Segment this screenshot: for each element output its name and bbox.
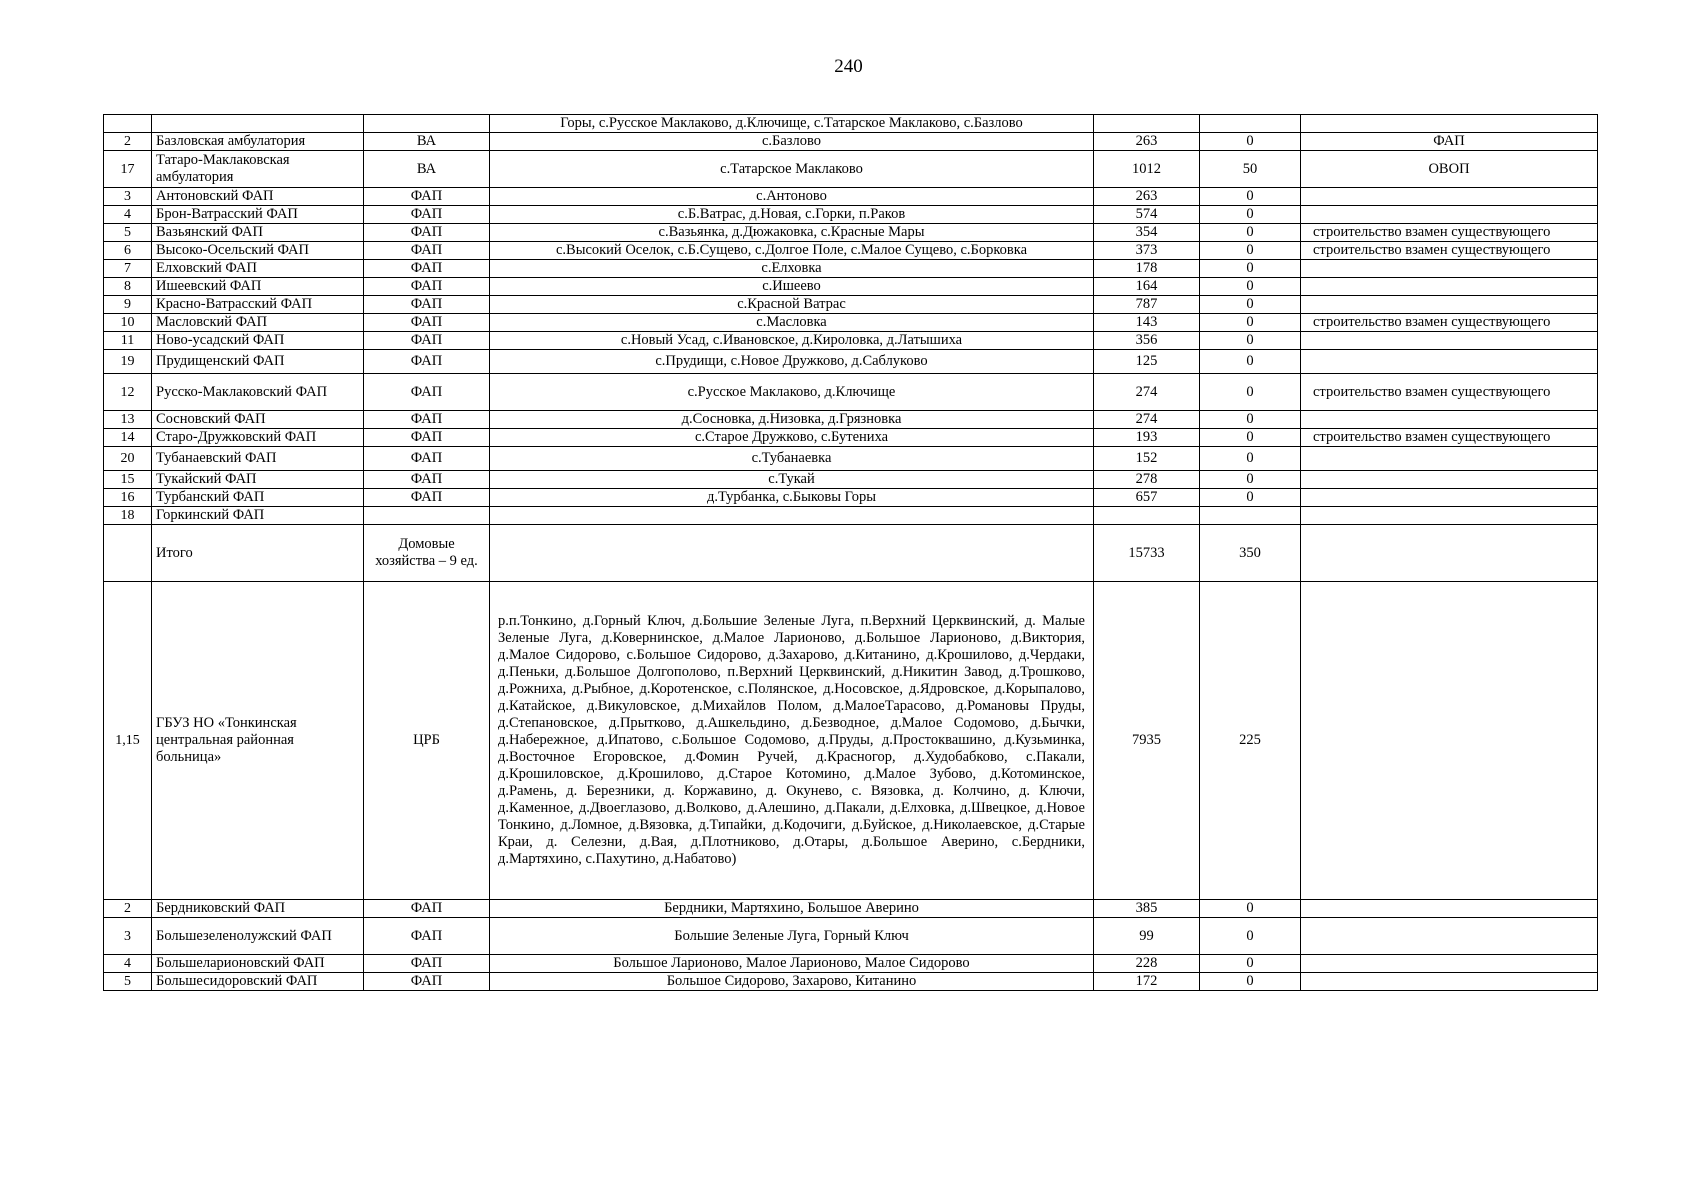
population-cell (1094, 115, 1200, 133)
table-row (104, 151, 1598, 188)
population-cell: 274 (1094, 411, 1200, 429)
facility-name-cell: Вазьянский ФАП (152, 224, 364, 242)
served-localities-cell: с.Базлово (490, 133, 1094, 151)
note-cell (1301, 900, 1598, 918)
facilities-table (103, 114, 1598, 991)
served-localities-cell: Горы, с.Русское Маклаково, д.Ключище, с.Татарское Маклаково, с.Базлово (490, 115, 1094, 133)
facility-name-cell: Большеларионовский ФАП (152, 955, 364, 973)
table-row (104, 115, 1598, 133)
note-cell (1301, 918, 1598, 955)
population-cell: 787 (1094, 296, 1200, 314)
row-number-cell: 3 (104, 188, 152, 206)
population-cell: 99 (1094, 918, 1200, 955)
table-row (104, 429, 1598, 447)
note-cell (1301, 955, 1598, 973)
facility-type-cell: ФАП (364, 918, 490, 955)
facility-name-cell: Татаро-Маклаковская амбулатория (152, 151, 364, 188)
facility-type-cell: ФАП (364, 411, 490, 429)
facility-name-cell: ГБУЗ НО «Тонкинская центральная районная больница» (152, 582, 364, 900)
table-row (104, 296, 1598, 314)
population-cell: 356 (1094, 332, 1200, 350)
served-localities-cell: с.Красной Ватрас (490, 296, 1094, 314)
table-row (104, 411, 1598, 429)
population-cell: 7935 (1094, 582, 1200, 900)
beds-cell: 0 (1200, 900, 1301, 918)
beds-cell: 0 (1200, 133, 1301, 151)
facility-type-cell: ФАП (364, 260, 490, 278)
table-row (104, 471, 1598, 489)
note-cell: ОВОП (1301, 151, 1598, 188)
row-number-cell: 15 (104, 471, 152, 489)
table-row (104, 206, 1598, 224)
beds-cell (1200, 115, 1301, 133)
note-cell (1301, 188, 1598, 206)
population-cell: 385 (1094, 900, 1200, 918)
row-number-cell: 4 (104, 955, 152, 973)
facility-name-cell: Базловская амбулатория (152, 133, 364, 151)
beds-cell: 350 (1200, 525, 1301, 582)
population-cell: 263 (1094, 188, 1200, 206)
row-number-cell (104, 525, 152, 582)
beds-cell: 0 (1200, 224, 1301, 242)
served-localities-cell: р.п.Тонкино, д.Горный Ключ, д.Большие Зеленые Луга, п.Верхний Церквинский, д. Малые Зеленые Луга, д.Ковернинское, д.Малое Ларионово, д.Большое Ларионово, д.Виктория, д.Малое Сидорово, с.Большое Сидорово, д.Захарово, д.Китанино, д.Крошилово, д.Чердаки, д.Пеньки, д.Большое Долгополово, п.Верхний Церквинский, д.Никитин Завод, д.Трошково, д.Рожниха, д.Рыбное, д.Коротенское, с.Полянское, д.Носовское, д.Ядровское, д.Корыпалово, д.Катайское, д.Викуловское, д.Михайлов Полом, д.МалоеТарасово, д.Романовы Пруды, д.Степановское, д.Прытково, д.Ашкельдино, д.Безводное, д.Малое Содомово, д.Бычки, д.Набережное, д.Ипатово, с.Большое Содомово, д.Пруды, д.Простоквашино, д.Кузьминка, д.Восточное Егоровское, д.Фомин Ручей, д.Красногор, д.Худобабково, с.Пакали, д.Крошиловское, д.Крошилово, д.Старое Котомино, д.Малое Зубово, д.Котоминское, д.Рамень, д. Березники, д. Коржавино, д. Окунево, с. Вязовка, д. Колчино, д. Ключи, д.Каменное, д.Двоеглазово, д.Волково, д.Алешино, д.Пакали, д.Елховка, д.Швецкое, д.Новое Тонкино, д.Ломное, д.Вязовка, д.Типайки, д.Кодочиги, д.Буйское, д.Николаевское, д.Старые Краи, д. Селезни, д.Вая, д.Плотниково, д.Отары, д.Большое Аверино, с.Бердники, д.Мартяхино, с.Пахутино, д.Набатово) (490, 582, 1094, 900)
population-cell: 178 (1094, 260, 1200, 278)
table-row (104, 133, 1598, 151)
row-number-cell: 7 (104, 260, 152, 278)
served-localities-cell: с.Тукай (490, 471, 1094, 489)
beds-cell: 0 (1200, 429, 1301, 447)
served-localities-cell: с.Татарское Маклаково (490, 151, 1094, 188)
row-number-cell: 13 (104, 411, 152, 429)
row-number-cell: 5 (104, 224, 152, 242)
facility-name-cell: Бердниковский ФАП (152, 900, 364, 918)
population-cell: 172 (1094, 973, 1200, 991)
served-localities-cell: с.Ишеево (490, 278, 1094, 296)
row-number-cell: 6 (104, 242, 152, 260)
facility-type-cell: ВА (364, 151, 490, 188)
table-row (104, 582, 1598, 900)
facility-name-cell: Прудищенский ФАП (152, 350, 364, 374)
beds-cell (1200, 507, 1301, 525)
table-row (104, 314, 1598, 332)
served-localities-cell: с.Прудищи, с.Новое Дружково, д.Саблуково (490, 350, 1094, 374)
row-number-cell: 12 (104, 374, 152, 411)
table-row (104, 507, 1598, 525)
facility-name-cell: Сосновский ФАП (152, 411, 364, 429)
facility-name-cell: Горкинский ФАП (152, 507, 364, 525)
facility-type-cell: ФАП (364, 973, 490, 991)
facility-name-cell: Ново-усадский ФАП (152, 332, 364, 350)
table-row (104, 374, 1598, 411)
facility-type-cell: ЦРБ (364, 582, 490, 900)
population-cell: 125 (1094, 350, 1200, 374)
note-cell (1301, 332, 1598, 350)
note-cell (1301, 278, 1598, 296)
row-number-cell: 11 (104, 332, 152, 350)
served-localities-cell: с.Высокий Оселок, с.Б.Сущево, с.Долгое Поле, с.Малое Сущево, с.Борковка (490, 242, 1094, 260)
note-cell (1301, 582, 1598, 900)
beds-cell: 0 (1200, 350, 1301, 374)
facility-type-cell: ФАП (364, 350, 490, 374)
facility-name-cell: Тукайский ФАП (152, 471, 364, 489)
served-localities-cell: с.Вазьянка, д.Дюжаковка, с.Красные Мары (490, 224, 1094, 242)
note-cell (1301, 489, 1598, 507)
note-cell (1301, 447, 1598, 471)
note-cell (1301, 973, 1598, 991)
beds-cell: 0 (1200, 242, 1301, 260)
note-cell (1301, 206, 1598, 224)
row-number-cell: 5 (104, 973, 152, 991)
population-cell: 193 (1094, 429, 1200, 447)
page-number: 240 (834, 56, 863, 77)
population-cell: 143 (1094, 314, 1200, 332)
facility-type-cell: ВА (364, 133, 490, 151)
facility-type-cell: ФАП (364, 429, 490, 447)
population-cell: 228 (1094, 955, 1200, 973)
table-row (104, 525, 1598, 582)
facility-name-cell (152, 115, 364, 133)
served-localities-cell: с.Масловка (490, 314, 1094, 332)
facility-type-cell: ФАП (364, 900, 490, 918)
row-number-cell: 8 (104, 278, 152, 296)
table-row (104, 260, 1598, 278)
served-localities-cell: с.Старое Дружково, с.Бутениха (490, 429, 1094, 447)
beds-cell: 0 (1200, 206, 1301, 224)
facility-name-cell: Большезеленолужский ФАП (152, 918, 364, 955)
beds-cell: 0 (1200, 260, 1301, 278)
population-cell: 15733 (1094, 525, 1200, 582)
population-cell: 1012 (1094, 151, 1200, 188)
facility-name-cell: Елховский ФАП (152, 260, 364, 278)
table-row (104, 188, 1598, 206)
served-localities-cell: д.Турбанка, с.Быковы Горы (490, 489, 1094, 507)
population-cell: 574 (1094, 206, 1200, 224)
facility-type-cell: ФАП (364, 447, 490, 471)
facility-type-cell: ФАП (364, 332, 490, 350)
row-number-cell: 18 (104, 507, 152, 525)
note-cell (1301, 525, 1598, 582)
served-localities-cell: Большое Ларионово, Малое Ларионово, Малое Сидорово (490, 955, 1094, 973)
beds-cell: 0 (1200, 278, 1301, 296)
beds-cell: 0 (1200, 918, 1301, 955)
facility-type-cell: ФАП (364, 224, 490, 242)
served-localities-cell (490, 507, 1094, 525)
served-localities-cell: д.Сосновка, д.Низовка, д.Грязновка (490, 411, 1094, 429)
served-localities-cell (490, 525, 1094, 582)
facility-name-cell: Старо-Дружковский ФАП (152, 429, 364, 447)
note-cell: строительство взамен существующего (1301, 242, 1598, 260)
beds-cell: 0 (1200, 314, 1301, 332)
beds-cell: 0 (1200, 374, 1301, 411)
beds-cell: 0 (1200, 973, 1301, 991)
table-row (104, 278, 1598, 296)
row-number-cell: 4 (104, 206, 152, 224)
row-number-cell: 14 (104, 429, 152, 447)
row-number-cell: 10 (104, 314, 152, 332)
served-localities-cell: с.Русское Маклаково, д.Ключище (490, 374, 1094, 411)
table-row (104, 900, 1598, 918)
row-number-cell: 16 (104, 489, 152, 507)
table-row (104, 242, 1598, 260)
table-row (104, 332, 1598, 350)
row-number-cell (104, 115, 152, 133)
table-row (104, 973, 1598, 991)
served-localities-cell: с.Елховка (490, 260, 1094, 278)
served-localities-cell: Бердники, Мартяхино, Большое Аверино (490, 900, 1094, 918)
row-number-cell: 2 (104, 900, 152, 918)
row-number-cell: 3 (104, 918, 152, 955)
facility-type-cell: ФАП (364, 489, 490, 507)
note-cell: строительство взамен существующего (1301, 224, 1598, 242)
note-cell (1301, 507, 1598, 525)
beds-cell: 0 (1200, 489, 1301, 507)
table-row (104, 224, 1598, 242)
population-cell: 373 (1094, 242, 1200, 260)
row-number-cell: 9 (104, 296, 152, 314)
facility-name-cell: Русско-Маклаковский ФАП (152, 374, 364, 411)
facility-name-cell: Турбанский ФАП (152, 489, 364, 507)
population-cell (1094, 507, 1200, 525)
population-cell: 278 (1094, 471, 1200, 489)
served-localities-cell: с.Новый Усад, с.Ивановское, д.Кироловка, д.Латышиха (490, 332, 1094, 350)
facility-type-cell: ФАП (364, 242, 490, 260)
table-row (104, 955, 1598, 973)
beds-cell: 0 (1200, 188, 1301, 206)
facility-type-cell: ФАП (364, 296, 490, 314)
table-row (104, 489, 1598, 507)
note-cell (1301, 260, 1598, 278)
facility-name-cell: Большесидоровский ФАП (152, 973, 364, 991)
beds-cell: 0 (1200, 471, 1301, 489)
beds-cell: 0 (1200, 411, 1301, 429)
beds-cell: 0 (1200, 447, 1301, 471)
facility-type-cell: ФАП (364, 278, 490, 296)
note-cell (1301, 411, 1598, 429)
population-cell: 164 (1094, 278, 1200, 296)
note-cell (1301, 115, 1598, 133)
facility-type-cell: ФАП (364, 314, 490, 332)
row-number-cell: 20 (104, 447, 152, 471)
facility-name-cell: Тубанаевский ФАП (152, 447, 364, 471)
facility-type-cell: ФАП (364, 188, 490, 206)
facility-type-cell: ФАП (364, 206, 490, 224)
facility-name-cell: Антоновский ФАП (152, 188, 364, 206)
note-cell: строительство взамен существующего (1301, 374, 1598, 411)
table-row (104, 350, 1598, 374)
facility-type-cell (364, 507, 490, 525)
served-localities-cell: с.Тубанаевка (490, 447, 1094, 471)
beds-cell: 50 (1200, 151, 1301, 188)
beds-cell: 0 (1200, 296, 1301, 314)
facility-name-cell: Красно-Ватрасский ФАП (152, 296, 364, 314)
table-row (104, 918, 1598, 955)
beds-cell: 0 (1200, 332, 1301, 350)
served-localities-cell: с.Антоново (490, 188, 1094, 206)
facility-name-cell: Высоко-Осельский ФАП (152, 242, 364, 260)
row-number-cell: 19 (104, 350, 152, 374)
facility-name-cell: Ишеевский ФАП (152, 278, 364, 296)
note-cell: ФАП (1301, 133, 1598, 151)
facility-name-cell: Масловский ФАП (152, 314, 364, 332)
facility-type-cell: Домовые хозяйства – 9 ед. (364, 525, 490, 582)
facility-type-cell (364, 115, 490, 133)
population-cell: 354 (1094, 224, 1200, 242)
population-cell: 274 (1094, 374, 1200, 411)
served-localities-cell: Большие Зеленые Луга, Горный Ключ (490, 918, 1094, 955)
population-cell: 152 (1094, 447, 1200, 471)
served-localities-cell: Большое Сидорово, Захарово, Китанино (490, 973, 1094, 991)
facility-type-cell: ФАП (364, 374, 490, 411)
note-cell (1301, 471, 1598, 489)
population-cell: 657 (1094, 489, 1200, 507)
served-localities-cell: с.Б.Ватрас, д.Новая, с.Горки, п.Раков (490, 206, 1094, 224)
beds-cell: 225 (1200, 582, 1301, 900)
population-cell: 263 (1094, 133, 1200, 151)
row-number-cell: 1,15 (104, 582, 152, 900)
table-row (104, 447, 1598, 471)
note-cell (1301, 350, 1598, 374)
note-cell: строительство взамен существующего (1301, 314, 1598, 332)
row-number-cell: 2 (104, 133, 152, 151)
facility-name-cell: Брон-Ватрасский ФАП (152, 206, 364, 224)
beds-cell: 0 (1200, 955, 1301, 973)
facility-type-cell: ФАП (364, 955, 490, 973)
note-cell (1301, 296, 1598, 314)
facility-name-cell: Итого (152, 525, 364, 582)
row-number-cell: 17 (104, 151, 152, 188)
note-cell: строительство взамен существующего (1301, 429, 1598, 447)
facility-type-cell: ФАП (364, 471, 490, 489)
